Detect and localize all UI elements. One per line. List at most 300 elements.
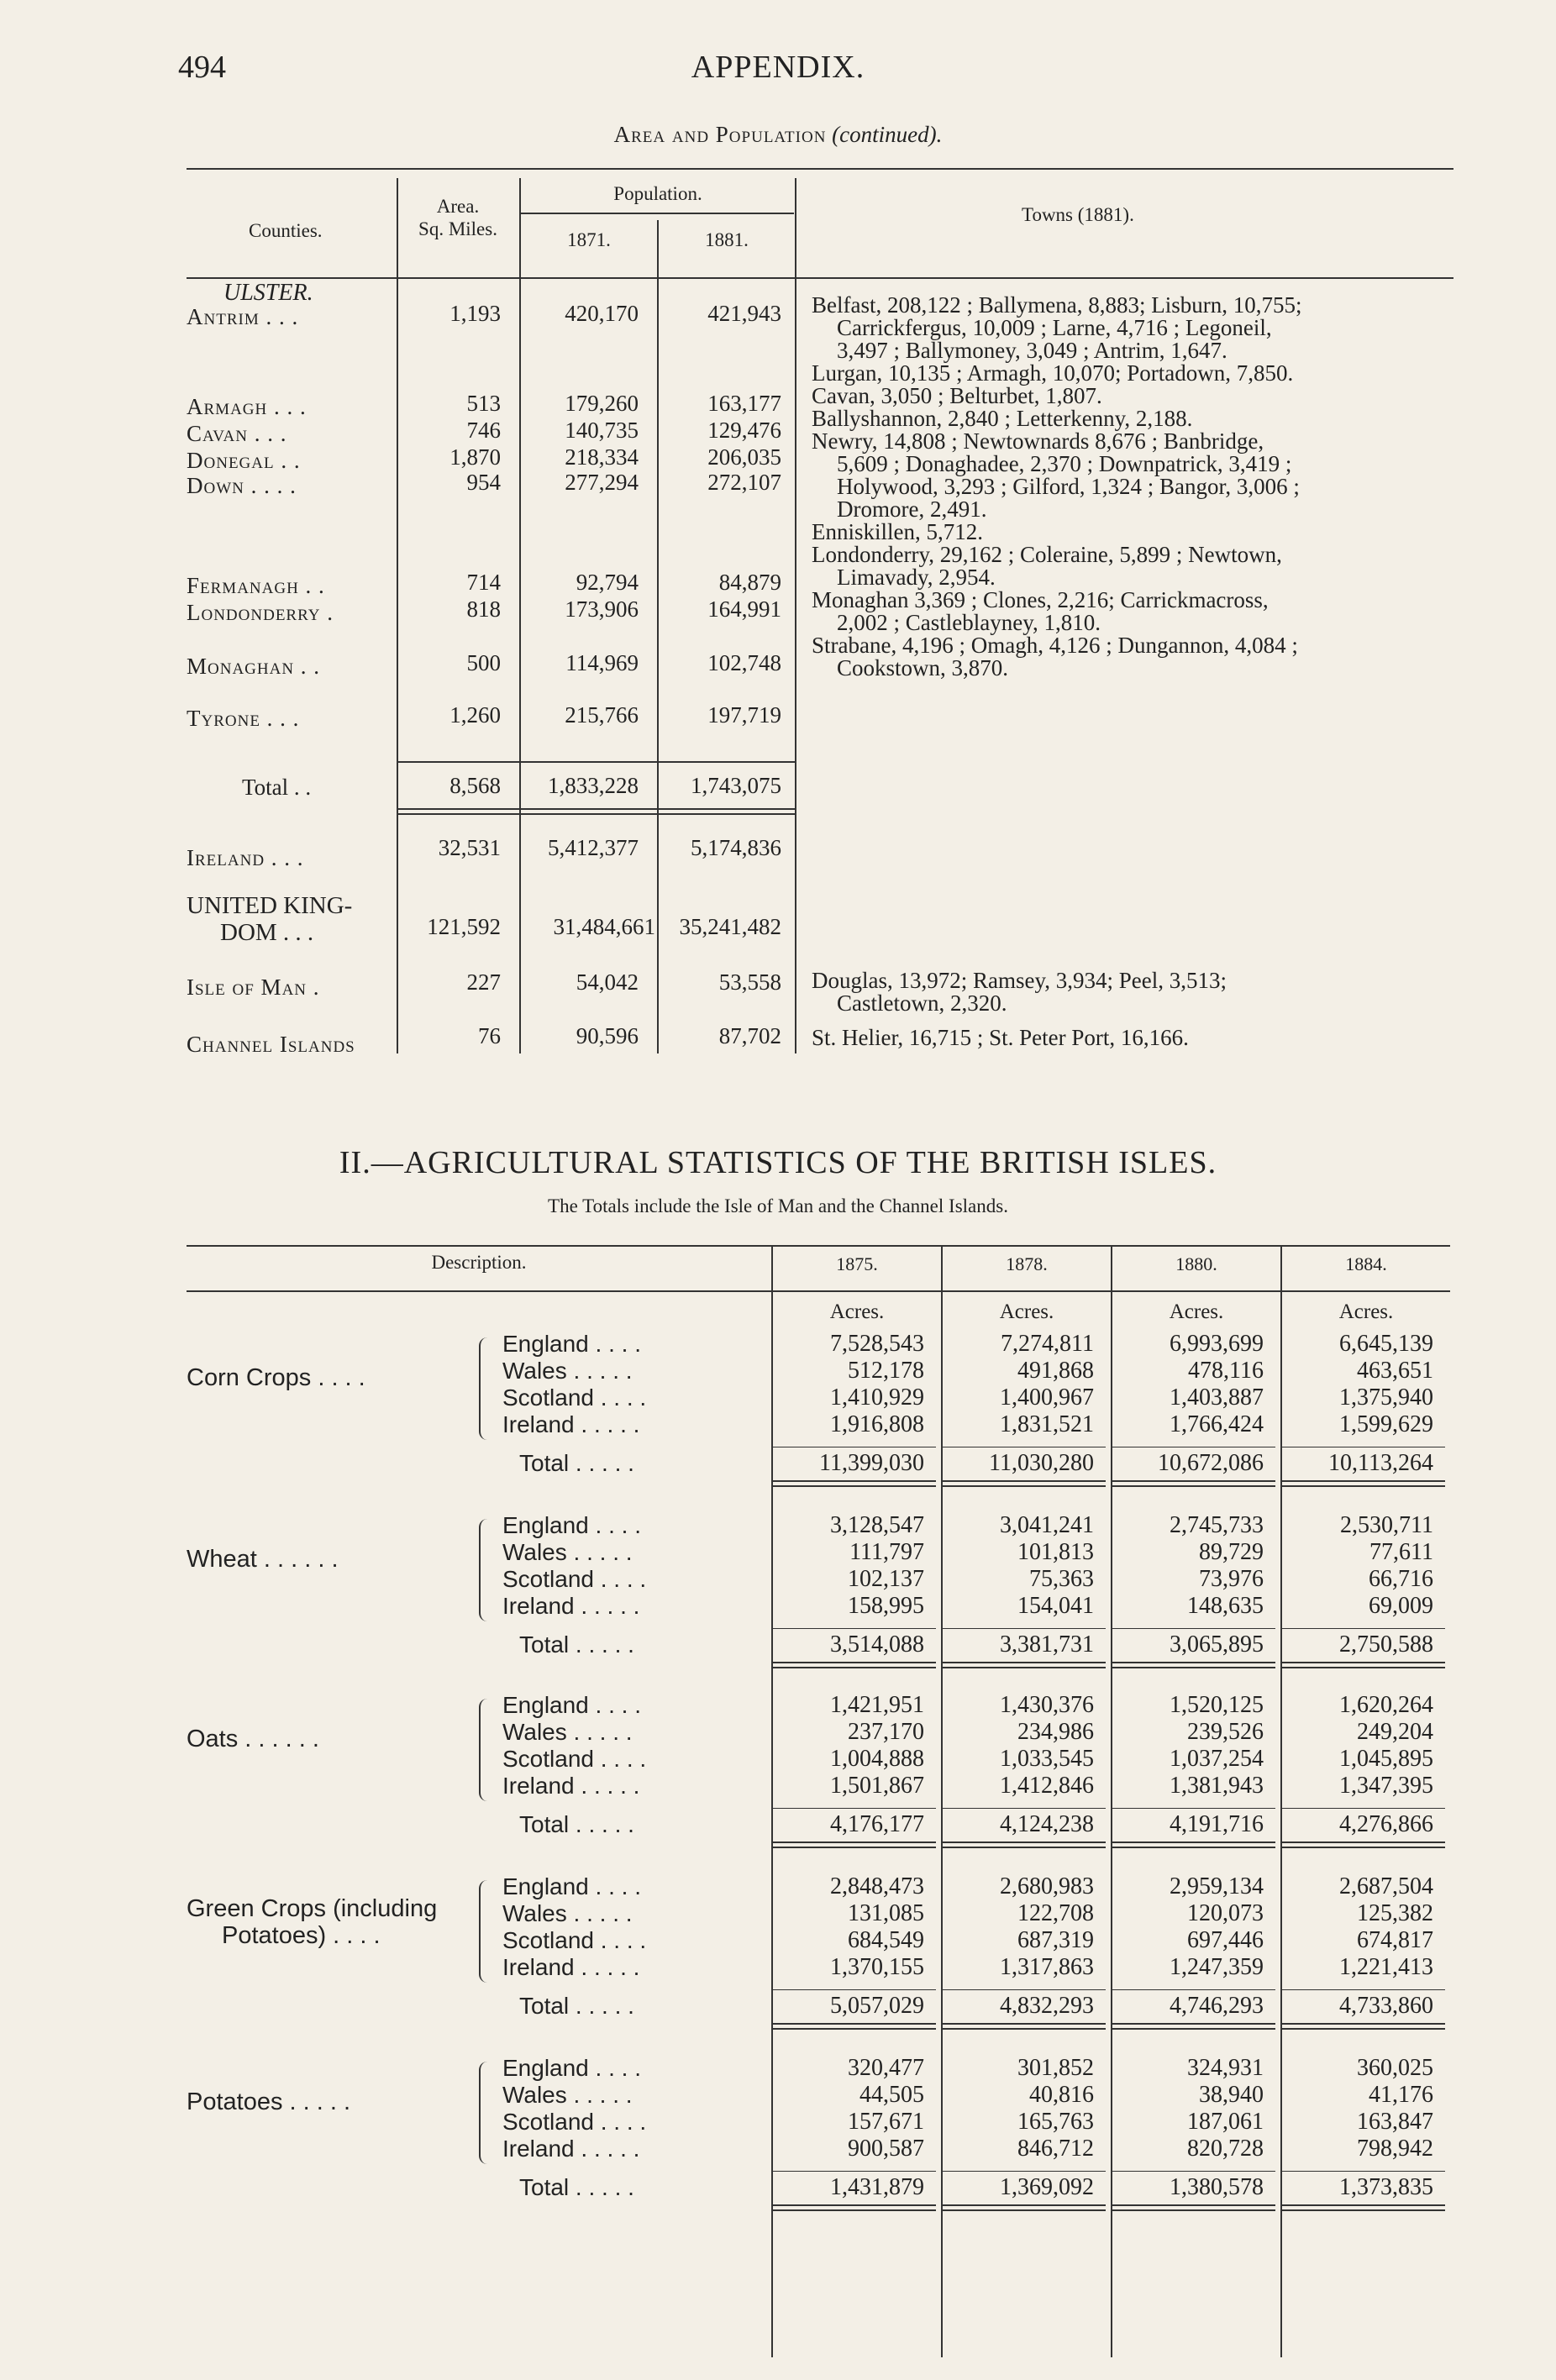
rule bbox=[943, 1847, 1106, 1848]
header-counties: Counties. bbox=[249, 220, 323, 241]
channel-islands-area: 76 bbox=[478, 1023, 501, 1048]
table1-title bbox=[0, 122, 1556, 148]
towns-line: 5,609 ; Donaghadee, 2,370 ; Downpatrick, 3,419 ; bbox=[837, 451, 1292, 476]
crop-name: Oats . . . . . . bbox=[187, 1726, 319, 1752]
county-pop-1871: 179,260 bbox=[565, 391, 639, 416]
acreage-value: 1,045,895 bbox=[1339, 1746, 1433, 1772]
acreage-value: 1,370,155 bbox=[830, 1954, 924, 1980]
country-label: Wales . . . . . bbox=[502, 1539, 633, 1565]
acreage-value: 820,728 bbox=[1187, 2136, 1264, 2162]
acreage-value: 3,041,241 bbox=[1000, 1512, 1094, 1538]
county-name: Donegal . . bbox=[187, 448, 301, 473]
rule bbox=[187, 168, 1453, 170]
total-value: 11,399,030 bbox=[819, 1450, 924, 1476]
county-pop-1871: 173,906 bbox=[565, 596, 639, 622]
units-1884: Acres. bbox=[1338, 1300, 1394, 1323]
towns-line: Carrickfergus, 10,009 ; Larne, 4,716 ; Legoneil, bbox=[837, 315, 1272, 340]
acreage-value: 163,847 bbox=[1357, 2109, 1433, 2135]
header-1875: 1875. bbox=[836, 1253, 878, 1274]
rule bbox=[773, 1847, 936, 1848]
rule bbox=[1282, 2209, 1445, 2211]
acreage-value: 1,347,395 bbox=[1339, 1773, 1433, 1799]
acreage-value: 237,170 bbox=[848, 1719, 924, 1745]
header-1880: 1880. bbox=[1175, 1253, 1217, 1274]
rule bbox=[773, 1989, 936, 1990]
total-value: 4,124,238 bbox=[1000, 1811, 1094, 1837]
towns-line: Ballyshannon, 2,840 ; Letterkenny, 2,188. bbox=[812, 406, 1193, 431]
acreage-value: 320,477 bbox=[848, 2055, 924, 2081]
acreage-value: 154,041 bbox=[1017, 1593, 1094, 1619]
acreage-value: 239,526 bbox=[1187, 1719, 1264, 1745]
acreage-value: 6,645,139 bbox=[1339, 1331, 1433, 1357]
acreage-value: 1,599,629 bbox=[1339, 1411, 1433, 1437]
total-value: 2,750,588 bbox=[1339, 1631, 1433, 1658]
brace bbox=[479, 1699, 487, 1801]
county-name: Antrim . . . bbox=[187, 304, 299, 329]
acreage-value: 77,611 bbox=[1369, 1539, 1433, 1565]
towns-line: Castletown, 2,320. bbox=[837, 990, 1007, 1016]
towns-line: Cookstown, 3,870. bbox=[837, 655, 1009, 680]
acreage-value: 798,942 bbox=[1357, 2136, 1433, 2162]
county-pop-1881: 197,719 bbox=[707, 702, 781, 728]
country-label: Ireland . . . . . bbox=[502, 1411, 640, 1437]
total-1871: 1,833,228 bbox=[548, 773, 639, 798]
header-population: Population. bbox=[613, 183, 702, 204]
towns-line: Dromore, 2,491. bbox=[837, 496, 987, 522]
country-label: England . . . . bbox=[502, 1873, 641, 1899]
acreage-value: 1,916,808 bbox=[830, 1411, 924, 1437]
acreage-value: 122,708 bbox=[1017, 1900, 1094, 1926]
acreage-value: 1,410,929 bbox=[830, 1384, 924, 1411]
total-value: 1,373,835 bbox=[1339, 2174, 1433, 2200]
acreage-value: 1,766,424 bbox=[1170, 1411, 1264, 1437]
acreage-value: 131,085 bbox=[848, 1900, 924, 1926]
acreage-value: 148,635 bbox=[1187, 1593, 1264, 1619]
acreage-value: 687,319 bbox=[1017, 1927, 1094, 1953]
country-label: Scotland . . . . bbox=[502, 1384, 647, 1411]
total-value: 3,381,731 bbox=[1000, 1631, 1094, 1658]
acreage-value: 111,797 bbox=[849, 1539, 924, 1565]
rule bbox=[943, 1841, 1106, 1843]
rule bbox=[773, 1662, 936, 1663]
rule bbox=[1282, 1667, 1445, 1668]
acreage-value: 101,813 bbox=[1017, 1539, 1094, 1565]
acreage-value: 1,501,867 bbox=[830, 1773, 924, 1799]
acreage-value: 301,852 bbox=[1017, 2055, 1094, 2081]
total-label: Total . . . . . bbox=[519, 2174, 634, 2200]
total-value: 1,431,879 bbox=[830, 2174, 924, 2200]
towns-line: 2,002 ; Castleblayney, 1,810. bbox=[837, 610, 1101, 635]
acreage-value: 157,671 bbox=[848, 2109, 924, 2135]
acreage-value: 1,421,951 bbox=[830, 1692, 924, 1718]
acreage-value: 697,446 bbox=[1187, 1927, 1264, 1953]
rule bbox=[1112, 1989, 1275, 1990]
acreage-value: 3,128,547 bbox=[830, 1512, 924, 1538]
county-pop-1871: 92,794 bbox=[576, 570, 639, 595]
rule bbox=[397, 813, 795, 815]
county-pop-1871: 140,735 bbox=[565, 418, 639, 443]
units-1875: Acres. bbox=[829, 1300, 885, 1323]
rule bbox=[943, 1628, 1106, 1629]
county-pop-1871: 114,969 bbox=[565, 650, 639, 675]
rule bbox=[1282, 1847, 1445, 1848]
total-label: Total . . bbox=[242, 775, 312, 800]
rule bbox=[773, 2204, 936, 2206]
rule bbox=[943, 1662, 1106, 1663]
county-name: Monaghan . . bbox=[187, 654, 321, 679]
acreage-value: 512,178 bbox=[848, 1358, 924, 1384]
acreage-value: 900,587 bbox=[848, 2136, 924, 2162]
total-value: 4,276,866 bbox=[1339, 1811, 1433, 1837]
acreage-value: 846,712 bbox=[1017, 2136, 1094, 2162]
crop-name: Green Crops (including bbox=[187, 1895, 438, 1922]
acreage-value: 234,986 bbox=[1017, 1719, 1094, 1745]
county-area: 1,870 bbox=[449, 444, 501, 470]
rule bbox=[773, 1485, 936, 1487]
uk-1881: 35,241,482 bbox=[679, 914, 781, 939]
rule bbox=[1112, 1480, 1275, 1482]
acreage-value: 1,520,125 bbox=[1170, 1692, 1264, 1718]
uk-label-line2: DOM . . . bbox=[220, 919, 314, 946]
rule bbox=[1282, 2171, 1445, 2172]
towns-line: Limavady, 2,954. bbox=[837, 565, 996, 590]
crop-name: Wheat . . . . . . bbox=[187, 1546, 339, 1573]
header-1871: 1871. bbox=[567, 229, 611, 250]
county-area: 513 bbox=[466, 391, 501, 416]
acreage-value: 1,317,863 bbox=[1000, 1954, 1094, 1980]
country-label: Scotland . . . . bbox=[502, 1746, 647, 1772]
province-label: ULSTER. bbox=[223, 280, 313, 306]
towns-line: Belfast, 208,122 ; Ballymena, 8,883; Lisburn, 10,755; bbox=[812, 292, 1302, 318]
rule bbox=[187, 277, 1453, 279]
acreage-value: 684,549 bbox=[848, 1927, 924, 1953]
total-value: 1,380,578 bbox=[1170, 2174, 1264, 2200]
rule bbox=[1282, 1662, 1445, 1663]
acreage-value: 2,745,733 bbox=[1170, 1512, 1264, 1538]
towns-line: Holywood, 3,293 ; Gilford, 1,324 ; Bangor, 3,006 ; bbox=[837, 474, 1300, 499]
acreage-value: 75,363 bbox=[1029, 1566, 1094, 1592]
acreage-value: 2,680,983 bbox=[1000, 1873, 1094, 1899]
towns-line: Londonderry, 29,162 ; Coleraine, 5,899 ; Newtown, bbox=[812, 542, 1282, 567]
isle-of-man-1881: 53,558 bbox=[718, 969, 781, 995]
rule bbox=[1112, 1667, 1275, 1668]
ireland-1881: 5,174,836 bbox=[691, 835, 781, 860]
acreage-value: 1,412,846 bbox=[1000, 1773, 1094, 1799]
rule bbox=[1112, 1662, 1275, 1663]
total-value: 11,030,280 bbox=[989, 1450, 1094, 1476]
isle-of-man-label: Isle of Man . bbox=[187, 975, 320, 1000]
acreage-value: 89,729 bbox=[1199, 1539, 1264, 1565]
county-name: Cavan . . . bbox=[187, 421, 287, 446]
isle-of-man-1871: 54,042 bbox=[576, 969, 639, 995]
country-label: Wales . . . . . bbox=[502, 2082, 633, 2108]
channel-islands-1881: 87,702 bbox=[718, 1023, 781, 1048]
rule bbox=[1112, 2204, 1275, 2206]
header-description: Description. bbox=[431, 1252, 527, 1273]
total-value: 4,176,177 bbox=[830, 1811, 924, 1837]
towns-channel-islands: St. Helier, 16,715 ; St. Peter Port, 16,166. bbox=[812, 1025, 1189, 1050]
country-label: England . . . . bbox=[502, 1331, 641, 1357]
acreage-value: 249,204 bbox=[1357, 1719, 1433, 1745]
rule bbox=[1112, 1808, 1275, 1809]
acreage-value: 1,004,888 bbox=[830, 1746, 924, 1772]
rule bbox=[1282, 1485, 1445, 1487]
total-area: 8,568 bbox=[449, 773, 501, 798]
acreage-value: 1,033,545 bbox=[1000, 1746, 1094, 1772]
county-pop-1881: 102,748 bbox=[707, 650, 781, 675]
acreage-value: 7,528,543 bbox=[830, 1331, 924, 1357]
total-label: Total . . . . . bbox=[519, 1450, 634, 1476]
acreage-value: 1,247,359 bbox=[1170, 1954, 1264, 1980]
towns-line: Newry, 14,808 ; Newtownards 8,676 ; Banbridge, bbox=[812, 428, 1264, 454]
ireland-area: 32,531 bbox=[438, 835, 501, 860]
rule bbox=[943, 1480, 1106, 1482]
towns-line: Lurgan, 10,135 ; Armagh, 10,070; Portadown, 7,850. bbox=[812, 360, 1294, 386]
isle-of-man-area: 227 bbox=[466, 969, 501, 995]
county-area: 1,193 bbox=[449, 301, 501, 326]
page-number: 494 bbox=[178, 50, 226, 85]
rule bbox=[773, 1628, 936, 1629]
acreage-value: 6,993,699 bbox=[1170, 1331, 1264, 1357]
header-1878: 1878. bbox=[1006, 1253, 1048, 1274]
county-pop-1881: 129,476 bbox=[707, 418, 781, 443]
rule bbox=[1112, 2023, 1275, 2025]
rule bbox=[1282, 1628, 1445, 1629]
crop-name-cont: Potatoes) . . . . bbox=[222, 1922, 381, 1949]
total-label: Total . . . . . bbox=[519, 1993, 634, 2019]
uk-label-line1: UNITED KING- bbox=[187, 892, 353, 919]
rule bbox=[187, 1290, 1450, 1292]
acreage-value: 1,037,254 bbox=[1170, 1746, 1264, 1772]
rule bbox=[943, 2209, 1106, 2211]
acreage-value: 2,530,711 bbox=[1340, 1512, 1433, 1538]
county-pop-1881: 164,991 bbox=[707, 596, 781, 622]
rule bbox=[1282, 1841, 1445, 1843]
country-label: Ireland . . . . . bbox=[502, 1773, 640, 1799]
rule bbox=[773, 2028, 936, 2030]
acreage-value: 2,848,473 bbox=[830, 1873, 924, 1899]
header-area-unit: Sq. Miles. bbox=[418, 218, 497, 239]
rule bbox=[1112, 1628, 1275, 1629]
county-pop-1871: 218,334 bbox=[565, 444, 639, 470]
total-value: 3,514,088 bbox=[830, 1631, 924, 1658]
rule bbox=[1112, 2028, 1275, 2030]
rule bbox=[1112, 1847, 1275, 1848]
towns-line: 3,497 ; Ballymoney, 3,049 ; Antrim, 1,647. bbox=[837, 338, 1227, 363]
towns-line: Douglas, 13,972; Ramsey, 3,934; Peel, 3,513; bbox=[812, 968, 1227, 993]
ireland-label: Ireland . . . bbox=[187, 845, 304, 870]
towns-isle-of-man bbox=[812, 969, 1227, 1015]
total-value: 4,746,293 bbox=[1170, 1993, 1264, 2019]
total-value: 10,672,086 bbox=[1158, 1450, 1264, 1476]
acreage-value: 158,995 bbox=[848, 1593, 924, 1619]
county-pop-1881: 421,943 bbox=[707, 301, 781, 326]
header-1881: 1881. bbox=[705, 229, 749, 250]
acreage-value: 38,940 bbox=[1199, 2082, 1264, 2108]
country-label: Wales . . . . . bbox=[502, 1719, 633, 1745]
total-value: 4,733,860 bbox=[1339, 1993, 1433, 2019]
acreage-value: 73,976 bbox=[1199, 1566, 1264, 1592]
acreage-value: 1,381,943 bbox=[1170, 1773, 1264, 1799]
rule bbox=[773, 1667, 936, 1668]
total-value: 1,369,092 bbox=[1000, 2174, 1094, 2200]
rule bbox=[773, 2209, 936, 2211]
county-area: 714 bbox=[466, 570, 501, 595]
county-pop-1871: 215,766 bbox=[565, 702, 639, 728]
county-pop-1881: 272,107 bbox=[707, 470, 781, 495]
towns-line: Monaghan 3,369 ; Clones, 2,216; Carrickmacross, bbox=[812, 587, 1269, 612]
acreage-value: 2,959,134 bbox=[1170, 1873, 1264, 1899]
acreage-value: 674,817 bbox=[1357, 1927, 1433, 1953]
country-label: Scotland . . . . bbox=[502, 1927, 647, 1953]
acreage-value: 1,400,967 bbox=[1000, 1384, 1094, 1411]
county-name: Armagh . . . bbox=[187, 394, 307, 419]
towns-ulster bbox=[812, 294, 1301, 680]
acreage-value: 491,868 bbox=[1017, 1358, 1094, 1384]
header-towns: Towns (1881). bbox=[1022, 204, 1134, 225]
rule bbox=[187, 1245, 1450, 1247]
brace bbox=[479, 1880, 487, 1983]
acreage-value: 1,831,521 bbox=[1000, 1411, 1094, 1437]
rule bbox=[943, 1667, 1106, 1668]
rule bbox=[943, 1808, 1106, 1809]
acreage-value: 120,073 bbox=[1187, 1900, 1264, 1926]
rule bbox=[1282, 2023, 1445, 2025]
rule bbox=[943, 2204, 1106, 2206]
total-value: 10,113,264 bbox=[1328, 1450, 1433, 1476]
table1-title-main: Area and Population bbox=[613, 122, 827, 147]
country-label: Ireland . . . . . bbox=[502, 1593, 640, 1619]
county-area: 746 bbox=[466, 418, 501, 443]
country-label: Scotland . . . . bbox=[502, 1566, 647, 1592]
acreage-value: 360,025 bbox=[1357, 2055, 1433, 2081]
rule bbox=[943, 1485, 1106, 1487]
rule bbox=[795, 178, 796, 1053]
county-name: Fermanagh . . bbox=[187, 573, 325, 598]
acreage-value: 1,620,264 bbox=[1339, 1692, 1433, 1718]
total-value: 3,065,895 bbox=[1170, 1631, 1264, 1658]
rule bbox=[1282, 2028, 1445, 2030]
rule bbox=[773, 2023, 936, 2025]
rule bbox=[943, 2028, 1106, 2030]
towns-line: Strabane, 4,196 ; Omagh, 4,126 ; Dungannon, 4,084 ; bbox=[812, 633, 1298, 658]
ireland-1871: 5,412,377 bbox=[548, 835, 639, 860]
county-pop-1881: 206,035 bbox=[707, 444, 781, 470]
country-label: England . . . . bbox=[502, 1692, 641, 1718]
rule bbox=[773, 1808, 936, 1809]
channel-islands-1871: 90,596 bbox=[576, 1023, 639, 1048]
acreage-value: 324,931 bbox=[1187, 2055, 1264, 2081]
total-label: Total . . . . . bbox=[519, 1631, 634, 1658]
section2-subtitle: The Totals include the Isle of Man and the Channel Islands. bbox=[548, 1195, 1008, 1216]
rule bbox=[1282, 1989, 1445, 1990]
towns-line: Enniskillen, 5,712. bbox=[812, 519, 983, 544]
table1-title-continued: (continued). bbox=[832, 122, 943, 147]
country-label: Wales . . . . . bbox=[502, 1358, 633, 1384]
brace bbox=[479, 2062, 487, 2164]
rule bbox=[943, 2171, 1106, 2172]
rule bbox=[1112, 1841, 1275, 1843]
header-1884: 1884. bbox=[1345, 1253, 1387, 1274]
brace bbox=[479, 1337, 487, 1440]
country-label: England . . . . bbox=[502, 1512, 641, 1538]
rule bbox=[521, 213, 794, 214]
acreage-value: 187,061 bbox=[1187, 2109, 1264, 2135]
acreage-value: 1,221,413 bbox=[1339, 1954, 1433, 1980]
rule bbox=[397, 808, 795, 810]
acreage-value: 44,505 bbox=[859, 2082, 924, 2108]
acreage-value: 40,816 bbox=[1029, 2082, 1094, 2108]
county-pop-1881: 84,879 bbox=[718, 570, 781, 595]
acreage-value: 7,274,811 bbox=[1001, 1331, 1094, 1357]
country-label: England . . . . bbox=[502, 2055, 641, 2081]
acreage-value: 41,176 bbox=[1369, 2082, 1433, 2108]
county-pop-1881: 163,177 bbox=[707, 391, 781, 416]
rule bbox=[397, 761, 795, 763]
rule bbox=[943, 1989, 1106, 1990]
uk-1871: 31,484,661 bbox=[553, 914, 655, 939]
total-value: 5,057,029 bbox=[830, 1993, 924, 2019]
rule bbox=[773, 2171, 936, 2172]
total-value: 4,832,293 bbox=[1000, 1993, 1094, 2019]
acreage-value: 1,430,376 bbox=[1000, 1692, 1094, 1718]
acreage-value: 102,137 bbox=[848, 1566, 924, 1592]
channel-islands-label: Channel Islands bbox=[187, 1032, 355, 1057]
county-area: 500 bbox=[466, 650, 501, 675]
units-1878: Acres. bbox=[999, 1300, 1054, 1323]
section2-title: II.—AGRICULTURAL STATISTICS OF THE BRITISH ISLES. bbox=[339, 1145, 1217, 1180]
rule bbox=[1282, 1808, 1445, 1809]
rule bbox=[773, 1480, 936, 1482]
acreage-value: 1,403,887 bbox=[1170, 1384, 1264, 1411]
acreage-value: 2,687,504 bbox=[1339, 1873, 1433, 1899]
country-label: Wales . . . . . bbox=[502, 1900, 633, 1926]
country-label: Ireland . . . . . bbox=[502, 2136, 640, 2162]
rule bbox=[773, 1841, 936, 1843]
county-name: Tyrone . . . bbox=[187, 706, 300, 731]
country-label: Ireland . . . . . bbox=[502, 1954, 640, 1980]
rule bbox=[943, 2023, 1106, 2025]
county-pop-1871: 420,170 bbox=[565, 301, 639, 326]
uk-area: 121,592 bbox=[427, 914, 501, 939]
county-name: Down . . . . bbox=[187, 473, 297, 498]
acreage-value: 66,716 bbox=[1369, 1566, 1433, 1592]
rule bbox=[1282, 1480, 1445, 1482]
county-name: Londonderry . bbox=[187, 600, 334, 625]
acreage-value: 463,651 bbox=[1357, 1358, 1433, 1384]
country-label: Scotland . . . . bbox=[502, 2109, 647, 2135]
total-label: Total . . . . . bbox=[519, 1811, 634, 1837]
brace bbox=[479, 1519, 487, 1621]
county-area: 1,260 bbox=[449, 702, 501, 728]
rule bbox=[1112, 1485, 1275, 1487]
county-area: 954 bbox=[466, 470, 501, 495]
crop-name: Corn Crops . . . . bbox=[187, 1364, 365, 1391]
total-value: 4,191,716 bbox=[1170, 1811, 1264, 1837]
acreage-value: 478,116 bbox=[1188, 1358, 1264, 1384]
rule bbox=[1112, 2171, 1275, 2172]
rule bbox=[1112, 2209, 1275, 2211]
running-title: APPENDIX. bbox=[691, 50, 865, 85]
acreage-value: 125,382 bbox=[1357, 1900, 1433, 1926]
county-area: 818 bbox=[466, 596, 501, 622]
header-area: Area. bbox=[436, 196, 480, 217]
acreage-value: 1,375,940 bbox=[1339, 1384, 1433, 1411]
towns-line: Cavan, 3,050 ; Belturbet, 1,807. bbox=[812, 383, 1102, 408]
county-pop-1871: 277,294 bbox=[565, 470, 639, 495]
total-1881: 1,743,075 bbox=[691, 773, 781, 798]
rule bbox=[1282, 2204, 1445, 2206]
